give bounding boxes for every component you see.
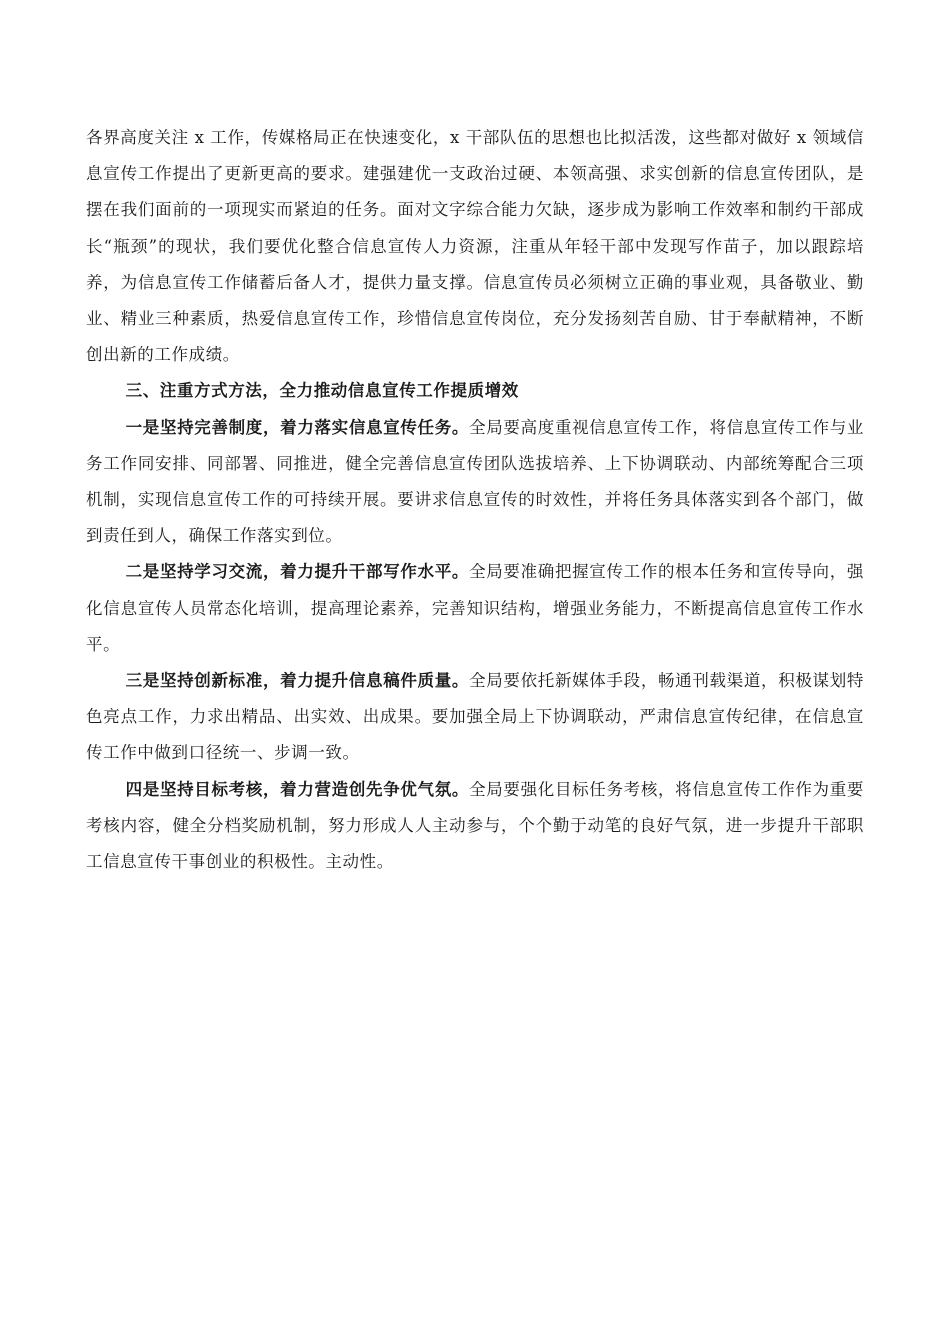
item-paragraph-4 xyxy=(86,772,864,881)
item-paragraph-3 xyxy=(86,663,864,772)
item-lead-1: 一是坚持完善制度，着力落实信息宣传任务。 xyxy=(125,417,470,437)
item-body-4: 全局要强化目标任务考核，将信息宣传工作作为重要考核内容，健全分档奖励机制，努力形成人人主动参与，个个勤于动笔的良好气氛，进一步提升干部职工信息宣传干事创业的积极性。主动性。 xyxy=(86,779,864,872)
item-paragraph-2 xyxy=(86,554,864,663)
item-body-1: 全局要高度重视信息宣传工作，将信息宣传工作与业务工作同安排、同部署、同推进，健全完善信息宣传团队选拔培养、上下协调联动、内部统筹配合三项机制，实现信息宣传工作的可持续开展。要讲求信息宣传的时效性，并将任务具体落实到各个部门，做到责任到人，确保工作落实到位。 xyxy=(86,417,864,546)
item-paragraph-1 xyxy=(86,410,864,555)
section-heading: 三、注重方式方法，全力推动信息宣传工作提质增效 xyxy=(125,381,519,401)
intro-paragraph: 各界高度关注 x 工作，传媒格局正在快速变化，x 干部队伍的思想也比拟活泼，这些都对做好 x 领域信息宣传工作提出了更新更高的要求。建强建优一支政治过硬、本领高强、求实创新的信息宣传团队，是摆在我们面前的一项现实而紧迫的任务。面对文字综合能力欠缺，逐步成为影响工作效率和制约干部成长“瓶颈”的现状，我们要优化整合信息宣传人力资源，注重从年轻干部中发现写作苗子，加以跟踪培养，为信息宣传工作储蓄后备人才，提供力量支撑。信息宣传员必须树立正确的事业观，具备敬业、勤业、精业三种素质，热爱信息宣传工作，珍惜信息宣传岗位，充分发扬刻苦自励、甘于奉献精神，不断创出新的工作成绩。 xyxy=(86,128,864,365)
item-body-3: 全局要依托新媒体手段，畅通刊载渠道，积极谋划特色亮点工作，力求出精品、出实效、出成果。要加强全局上下协调联动，严肃信息宣传纪律，在信息宣传工作中做到口径统一、步调一致。 xyxy=(86,671,864,763)
item-lead-4: 四是坚持目标考核，着力营造创先争优气氛。 xyxy=(125,779,470,799)
item-body-2: 全局要准确把握宣传工作的根本任务和宣传导向，强化信息宣传人员常态化培训，提高理论素养，完善知识结构，增强业务能力，不断提高信息宣传工作水平。 xyxy=(86,562,864,654)
item-lead-2: 二是坚持学习交流，着力提升干部写作水平。 xyxy=(125,562,470,582)
item-lead-3: 三是坚持创新标准，着力提升信息稿件质量。 xyxy=(125,671,470,691)
document-body xyxy=(86,120,864,880)
